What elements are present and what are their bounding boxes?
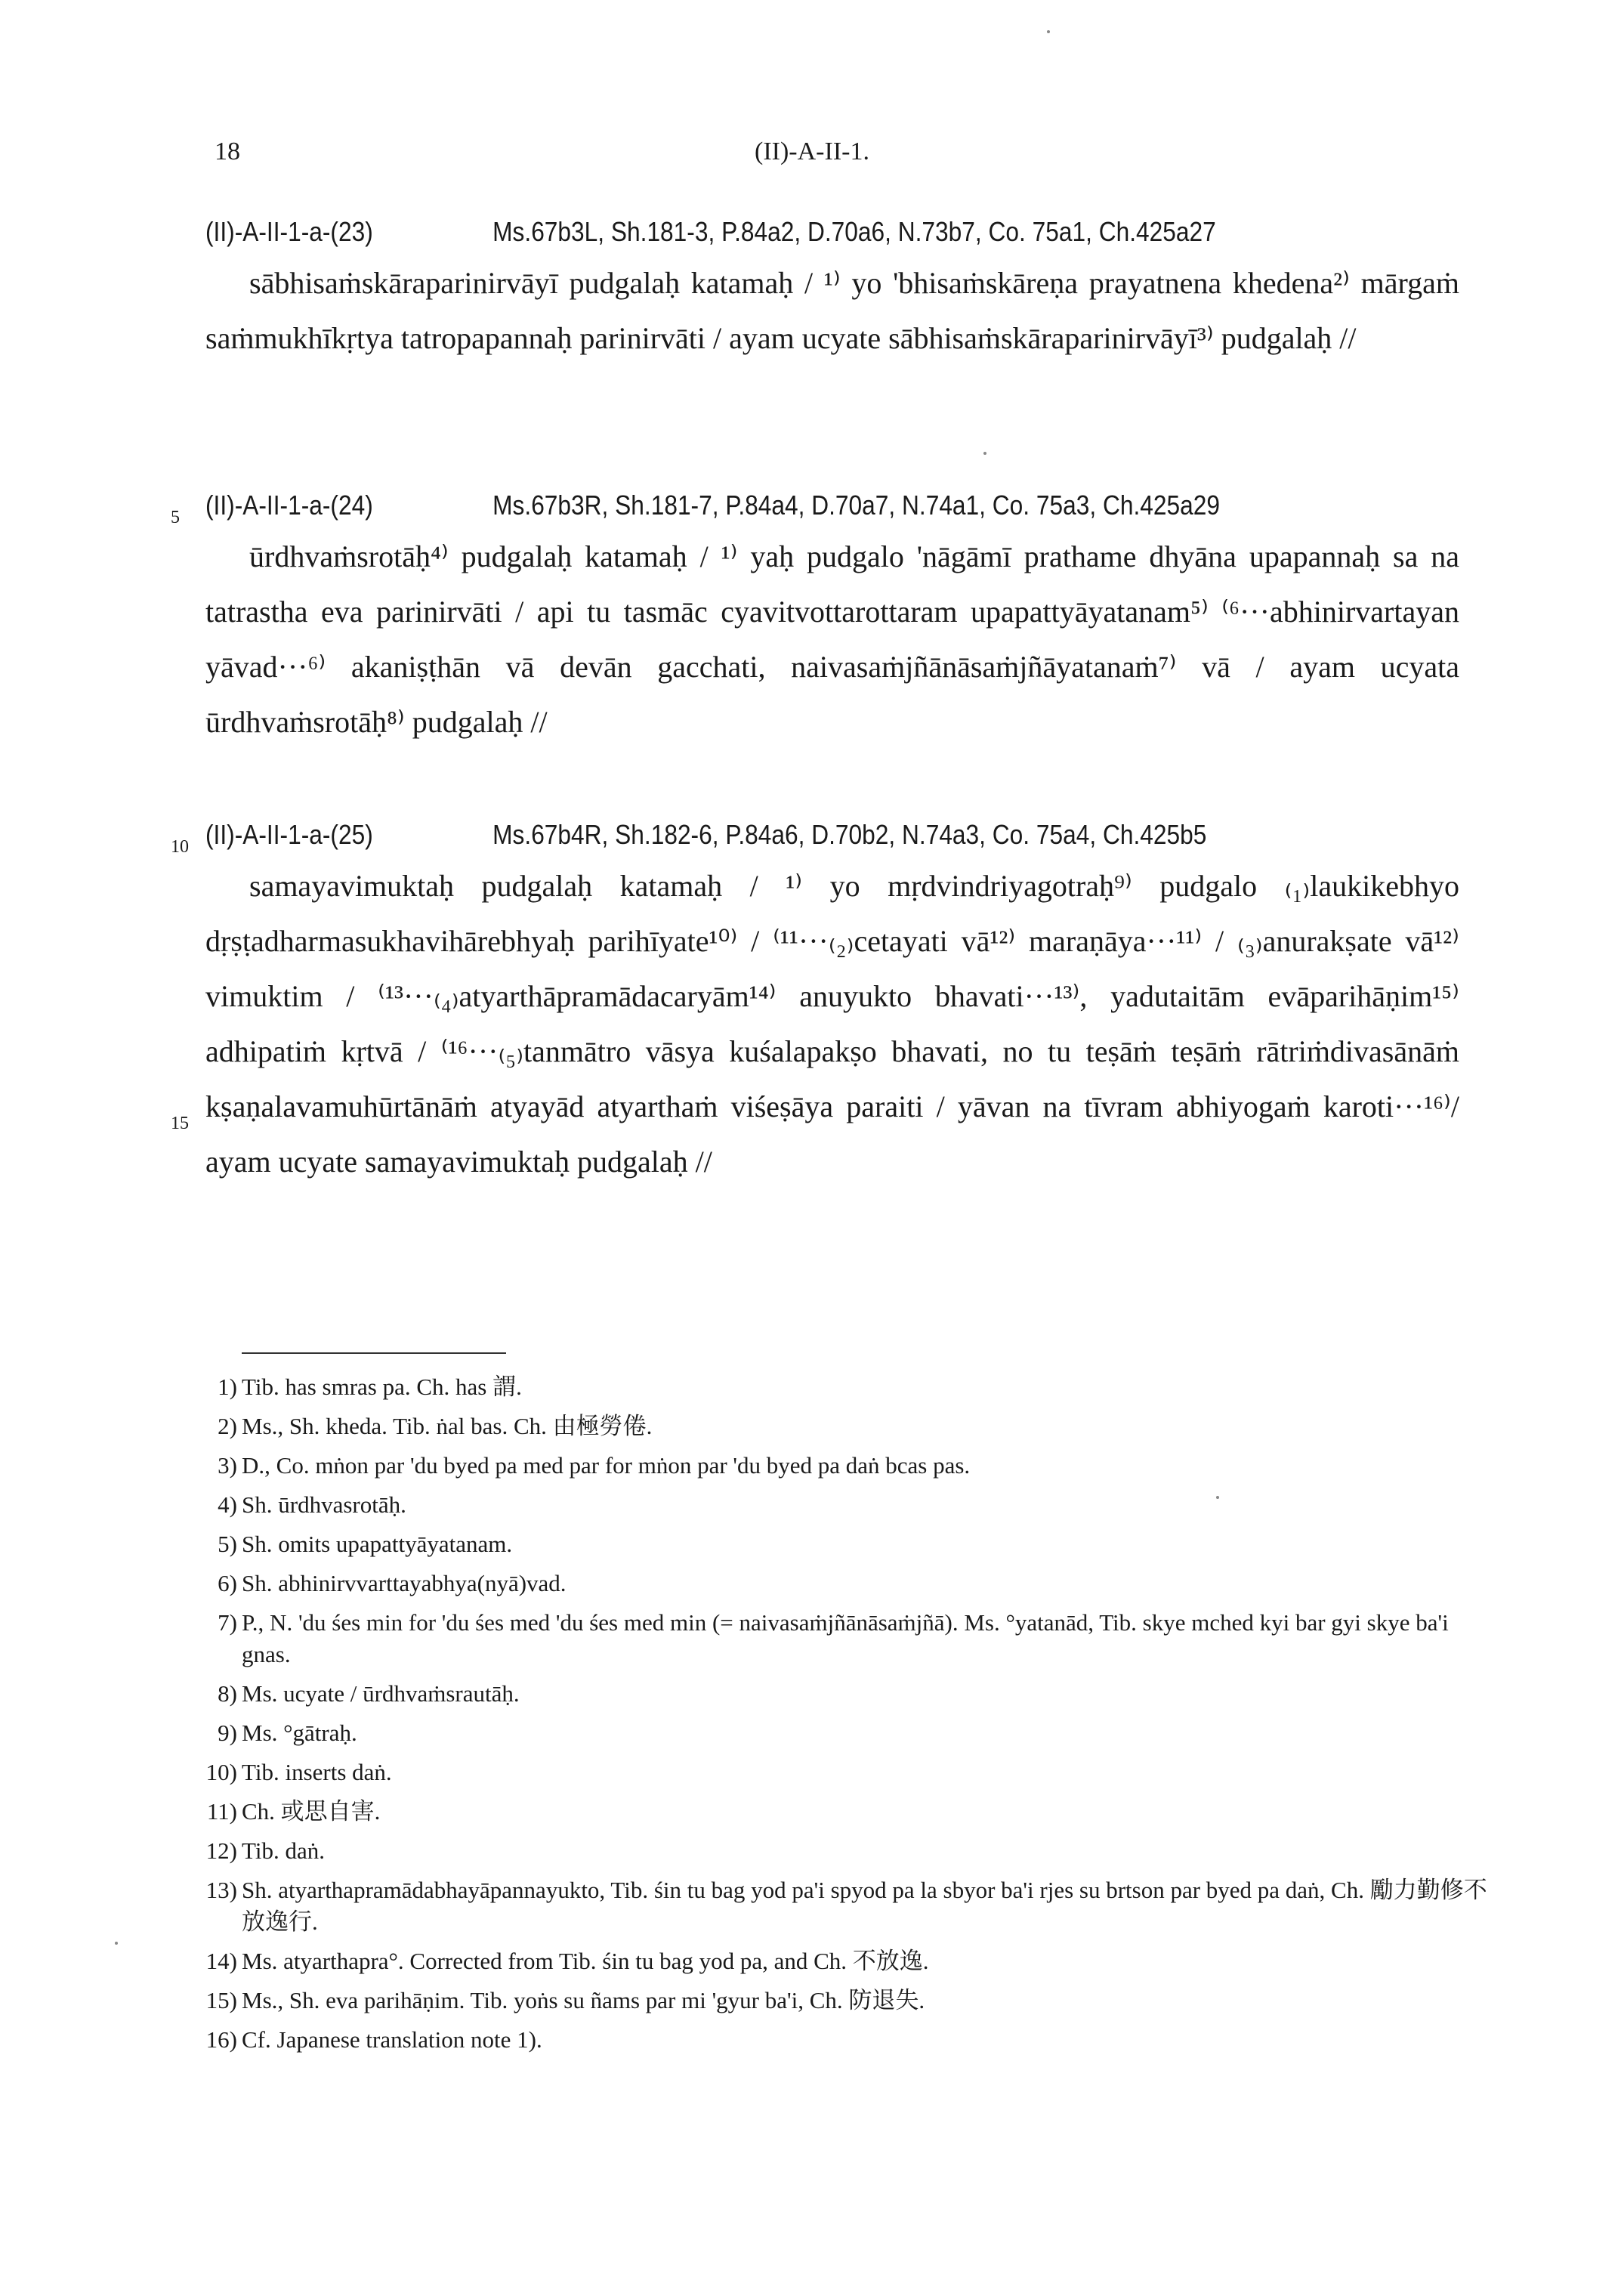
section-text: ūrdhvaṁsrotāḥ⁴⁾ pudgalaḥ katamaḥ / ¹⁾ yaḥ pudgalo 'nāgāmī prathame dhyāna upapannaḥ sa na tatrastha eva parinirvāti / api tu tasmāc cyavitvottarottaram upapattyāyatanam⁵⁾ ⁽⁶···abhinirvartayan yāvad···⁶⁾ akaniṣṭhān vā devān gacchati, naivasaṁjñānāsaṁjñāyatanaṁ⁷⁾ vā / ayam ucyata ūrdhvaṁsrotāḥ⁸⁾ pudgalaḥ // [205,539,1459,739]
footnote-number: 14) [205,1948,237,1974]
section-heading [205,813,1309,858]
footnote [196,1792,1496,1831]
footnote [196,1674,1496,1714]
footnote-text: Tib. has smras pa. Ch. has 謂. [242,1374,522,1400]
footnote-number: 16) [205,2026,237,2053]
footnote-number: 11) [206,1798,237,1825]
footnote [196,1831,1496,1871]
footnote [196,1603,1496,1674]
footnote-text: Tib. inserts daṅ. [242,1759,392,1785]
footnote [196,1525,1496,1564]
line-number: 15 [171,1114,189,1133]
footnote-number: 13) [205,1877,237,1903]
footnote-number: 8) [218,1680,237,1707]
footnote-text: Ms. atyarthapra°. Corrected from Tib. śin tu bag yod pa, and Ch. 不放逸. [242,1948,929,1974]
footnote [196,1367,1496,1407]
footnote-number: 6) [218,1570,237,1596]
section-id: (II)-A-II-1-a-(25) [205,819,373,850]
footnote-rule [242,1352,506,1354]
scan-speck [1047,30,1050,33]
footnote-number: 15) [205,1987,237,2013]
section-25 [205,813,1459,1189]
footnote-number: 4) [218,1491,237,1518]
footnote-text: Ms., Sh. kheda. Tib. ṅal bas. Ch. 由極勞倦. [242,1413,653,1439]
footnote-text: Cf. Japanese translation note 1). [242,2026,542,2053]
footnote [196,1942,1496,1981]
footnote-number: 3) [218,1452,237,1479]
footnote-text: D., Co. mṅon par 'du byed pa med par for mṅon par 'du byed pa daṅ bcas pas. [242,1452,971,1479]
page-number: 18 [215,138,240,165]
section-24 [205,484,1459,749]
footnote-text: Ms. °gātraḥ. [242,1720,357,1746]
footnote [196,1714,1496,1753]
footnote [196,1407,1496,1446]
footnote-text: P., N. 'du śes min for 'du śes med 'du śes med min (= naivasaṁjñānāsaṁjñā). Ms. °yatanād, Tib. skye mched kyi bar gyi skye ba'i gnas. [242,1609,1449,1667]
footnote-number: 12) [205,1837,237,1864]
footnote-text: Sh. ūrdhvasrotāḥ. [242,1491,406,1518]
footnote-text: Tib. daṅ. [242,1837,325,1864]
section-id: (II)-A-II-1-a-(23) [205,216,373,247]
footnotes [196,1367,1496,2060]
section-text: sābhisaṁskāraparinirvāyī pudgalaḥ katamaḥ / ¹⁾ yo 'bhisaṁskāreṇa prayatnena khedena²⁾ mārgaṁ saṁmukhīkṛtya tatropapannaḥ parinirvāti / ayam ucyate sābhisaṁskāraparinirvāyī³⁾ pudgalaḥ // [205,266,1459,355]
footnote [196,1564,1496,1603]
footnote [196,1485,1496,1525]
footnote-text: Ms., Sh. eva parihāṇim. Tib. yoṅs su ñams par mi 'gyur ba'i, Ch. 防退失. [242,1987,925,2013]
footnote-number: 7) [218,1609,237,1636]
footnote [196,2020,1496,2060]
section-refs: Ms.67b4R, Sh.182-6, P.84a6, D.70b2, N.74a3, Co. 75a4, Ch.425b5 [492,819,1207,850]
footnote-number: 10) [205,1759,237,1785]
section-heading [205,210,1309,255]
scan-speck [1216,1496,1219,1499]
section-id: (II)-A-II-1-a-(24) [205,490,373,521]
line-number: 10 [171,837,189,857]
footnote-number: 5) [218,1531,237,1557]
footnote-text: Ms. ucyate / ūrdhvaṁsrautāḥ. [242,1680,520,1707]
section-text: samayavimuktaḥ pudgalaḥ katamaḥ / ¹⁾ yo mṛdvindriyagotraḥ⁹⁾ pudgalo ₍₁₎laukikebhyo dṛṣṭadharmasukhavihārebhyaḥ parihīyate¹⁰⁾ / ⁽¹¹···₍₂₎cetayati vā¹²⁾ maraṇāya···¹¹⁾ / ₍₃₎anurakṣate vā¹²⁾ vimuktim / ⁽¹³···₍₄₎atyarthāpramādacaryām¹⁴⁾ anuyukto bhavati···¹³⁾, yadutaitām evāparihāṇim¹⁵⁾ adhipatiṁ kṛtvā / ⁽¹⁶···₍₅₎tanmātro vāsya kuśalapakṣo bhavati, no tu teṣāṁ teṣāṁ rātriṁdivasānāṁ kṣaṇalavamuhūrtānāṁ atyayād atyarthaṁ viśeṣāya paraiti / yāvan na tīvram abhiyogaṁ karoti···¹⁶⁾/ ayam ucyate samayavimuktaḥ pudgalaḥ // [205,869,1459,1179]
scan-speck [115,1942,118,1945]
footnote-text: Sh. atyarthapramādabhayāpannayukto, Tib. śin tu bag yod pa'i spyod pa la sbyor ba'i rjes su brtson par byed pa daṅ, Ch. 勵力勤修不放逸行. [242,1877,1487,1935]
section-refs: Ms.67b3R, Sh.181-7, P.84a4, D.70a7, N.74a1, Co. 75a3, Ch.425a29 [492,490,1220,521]
scan-speck [983,452,986,455]
footnote [196,1753,1496,1792]
footnote [196,1871,1496,1942]
footnote-text: Sh. abhinirvvarttayabhya(nyā)vad. [242,1570,567,1596]
footnote-text: Sh. omits upapattyāyatanam. [242,1531,513,1557]
line-number: 5 [171,508,180,527]
section-23 [205,210,1459,366]
running-title: (II)-A-II-1. [755,138,869,165]
page-header [205,138,1419,175]
footnote [196,1446,1496,1485]
footnote [196,1981,1496,2020]
footnote-text: Ch. 或思自害. [242,1798,381,1825]
footnote-number: 9) [218,1720,237,1746]
footnote-number: 2) [218,1413,237,1439]
section-refs: Ms.67b3L, Sh.181-3, P.84a2, D.70a6, N.73b7, Co. 75a1, Ch.425a27 [492,216,1216,247]
footnote-number: 1) [218,1374,237,1400]
section-heading [205,484,1309,529]
